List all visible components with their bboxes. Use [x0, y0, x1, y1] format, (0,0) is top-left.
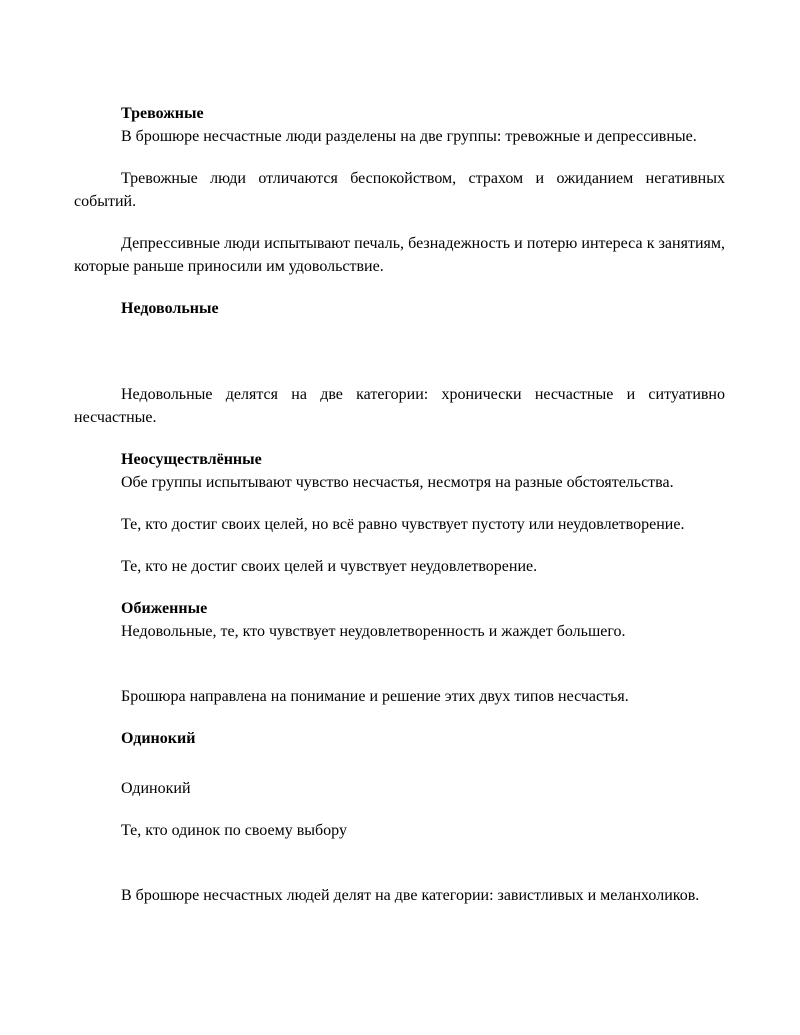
paragraph-anxious-intro: В брошюре несчастные люди разделены на две группы: тревожные и депрессивные.	[121, 128, 697, 145]
paragraph-anxious-traits: Тревожные люди отличаются беспокойством, страхом и ожиданием негативных событий.	[74, 170, 725, 210]
paragraph-lonely-by-choice: Те, кто одинок по своему выбору	[121, 822, 347, 839]
heading-offended: Обиженные	[121, 600, 208, 617]
document-page	[74, 102, 725, 907]
paragraph-brochure-aim: Брошюра направлена на понимание и решение этих двух типов несчастья.	[121, 688, 629, 705]
heading-dissatisfied: Недовольные	[121, 300, 219, 317]
paragraph-unfulfilled-not-achieved: Те, кто не достиг своих целей и чувствует неудовлетворение.	[121, 558, 538, 575]
paragraph-envious-melancholic: В брошюре несчастных людей делят на две категории: завистливых и меланхоликов.	[121, 887, 700, 904]
heading-lonely: Одинокий	[121, 730, 196, 747]
paragraph-depressive-traits: Депрессивные люди испытывают печаль, безнадежность и потерю интереса к занятиям, которые раньше приносили им удовольствие.	[74, 235, 725, 275]
paragraph-dissatisfied-categories: Недовольные делятся на две категории: хронически несчастные и ситуативно несчастные.	[74, 386, 725, 426]
paragraph-lonely: Одинокий	[121, 780, 191, 797]
heading-unfulfilled: Неосуществлённые	[121, 451, 262, 468]
paragraph-unfulfilled-both: Обе группы испытывают чувство несчастья, несмотря на разные обстоятельства.	[121, 474, 674, 491]
heading-anxious: Тревожные	[121, 105, 204, 122]
paragraph-unfulfilled-achieved: Те, кто достиг своих целей, но всё равно чувствует пустоту или неудовлетворение.	[121, 516, 685, 533]
paragraph-offended-desc: Недовольные, те, кто чувствует неудовлетворенность и жаждет большего.	[121, 623, 626, 640]
